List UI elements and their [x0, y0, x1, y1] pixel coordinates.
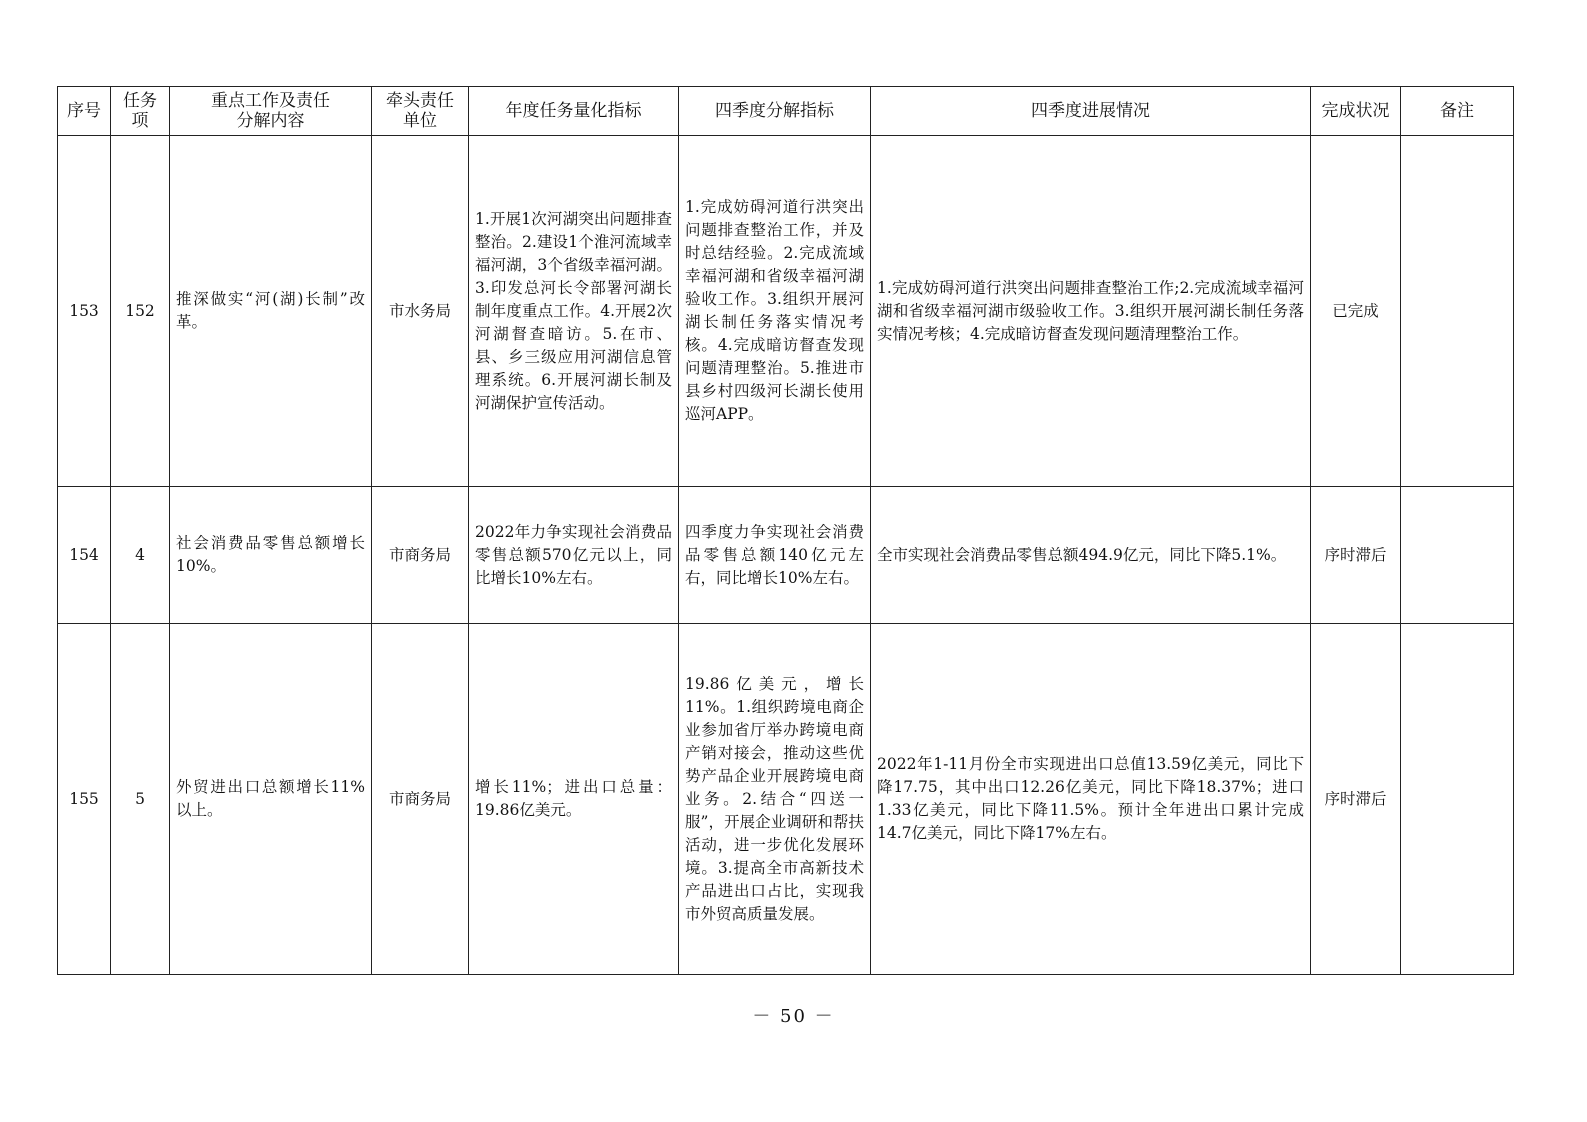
- header-lead-unit-line1: 牵头责任: [386, 91, 454, 111]
- task-table: [57, 86, 1514, 975]
- cell-lead-unit: 市商务局: [372, 624, 469, 975]
- header-q4-progress: 四季度进展情况: [871, 87, 1311, 136]
- cell-q4-progress: 1.完成妨碍河道行洪突出问题排查整治工作;2.完成流域幸福河湖和省级幸福河湖市级验收工作。3.组织开展河湖长制任务落实情况考核；4.完成暗访督查发现问题清理整治工作。: [871, 136, 1311, 487]
- cell-task-item: 152: [111, 136, 170, 487]
- table-row: [58, 487, 1514, 624]
- header-status: 完成状况: [1311, 87, 1401, 136]
- cell-key-work: 社会消费品零售总额增长10%。: [170, 487, 372, 624]
- header-row: [58, 87, 1514, 136]
- cell-status: 序时滞后: [1311, 487, 1401, 624]
- page-number: － 50 －: [752, 1006, 835, 1027]
- cell-q4-progress: 2022年1-11月份全市实现进出口总值13.59亿美元，同比下降17.75，其中出口12.26亿美元，同比下降18.37%；进口1.33亿美元，同比下降11.5%。预计全年进出口累计完成14.7亿美元，同比下降17%左右。: [871, 624, 1311, 975]
- header-key-work-line1: 重点工作及责任: [211, 91, 330, 111]
- header-key-work-line2: 分解内容: [236, 111, 305, 131]
- header-lead-unit-line2: 单位: [403, 111, 437, 131]
- cell-key-work: 外贸进出口总额增长11%以上。: [170, 624, 372, 975]
- cell-key-work: 推深做实“河(湖)长制”改革。: [170, 136, 372, 487]
- cell-task-item: 4: [111, 487, 170, 624]
- cell-remarks: [1401, 487, 1514, 624]
- cell-status: 已完成: [1311, 136, 1401, 487]
- cell-remarks: [1401, 136, 1514, 487]
- header-seq: 序号: [58, 87, 111, 136]
- header-key-work: [170, 87, 372, 136]
- cell-q4-target: 四季度力争实现社会消费品零售总额140亿元左右，同比增长10%左右。: [679, 487, 871, 624]
- header-annual-target: 年度任务量化指标: [469, 87, 679, 136]
- cell-lead-unit: 市商务局: [372, 487, 469, 624]
- cell-status: 序时滞后: [1311, 624, 1401, 975]
- cell-remarks: [1401, 624, 1514, 975]
- cell-q4-target: 19.86亿美元，增长11%。1.组织跨境电商企业参加省厅举办跨境电商产销对接会，推动这些优势产品企业开展跨境电商业务。2.结合“四送一服”，开展企业调研和帮扶活动，进一步优化发展环境。3.提高全市高新技术产品进出口占比，实现我市外贸高质量发展。: [679, 624, 871, 975]
- cell-q4-progress: 全市实现社会消费品零售总额494.9亿元，同比下降5.1%。: [871, 487, 1311, 624]
- cell-seq: 153: [58, 136, 111, 487]
- header-q4-target: 四季度分解指标: [679, 87, 871, 136]
- header-lead-unit: [372, 87, 469, 136]
- header-task-item: 任务项: [111, 87, 170, 136]
- header-remarks: 备注: [1401, 87, 1514, 136]
- table-row: [58, 136, 1514, 487]
- cell-seq: 155: [58, 624, 111, 975]
- cell-q4-target: 1.完成妨碍河道行洪突出问题排查整治工作，并及时总结经验。2.完成流域幸福河湖和省级幸福河湖验收工作。3.组织开展河湖长制任务落实情况考核。4.完成暗访督查发现问题清理整治。5.推进市县乡村四级河长湖长使用巡河APP。: [679, 136, 871, 487]
- cell-annual-target: 1.开展1次河湖突出问题排查整治。2.建设1个淮河流域幸福河湖，3个省级幸福河湖。3.印发总河长令部署河湖长制年度重点工作。4.开展2次河湖督查暗访。5.在市、县、乡三级应用河湖信息管理系统。6.开展河湖长制及河湖保护宣传活动。: [469, 136, 679, 487]
- cell-task-item: 5: [111, 624, 170, 975]
- table-row: [58, 624, 1514, 975]
- cell-lead-unit: 市水务局: [372, 136, 469, 487]
- cell-annual-target: 增长11%；进出口总量：19.86亿美元。: [469, 624, 679, 975]
- cell-seq: 154: [58, 487, 111, 624]
- cell-annual-target: 2022年力争实现社会消费品零售总额570亿元以上，同比增长10%左右。: [469, 487, 679, 624]
